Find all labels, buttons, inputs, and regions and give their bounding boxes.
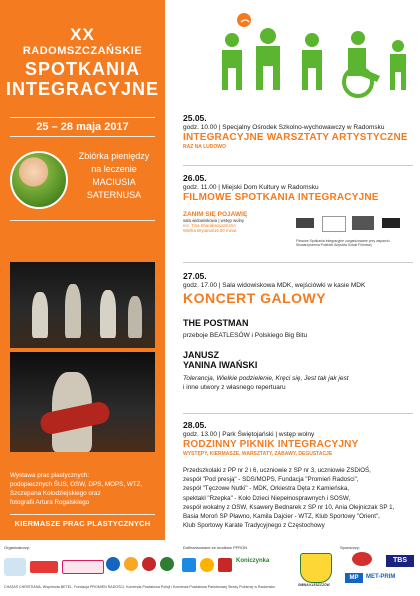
event-dates: 25 – 28 maja 2017 — [36, 121, 129, 133]
band-2 — [183, 350, 413, 393]
divider — [10, 220, 155, 221]
exhibition-info — [10, 471, 160, 508]
partner-logo — [296, 218, 314, 228]
gmina-crest — [300, 553, 332, 583]
event-day-1 — [183, 113, 413, 150]
organizer-logo — [30, 561, 58, 573]
pfron-label: Dofinansowane ze środków PFRON — [183, 545, 248, 550]
title-line-3: SPOTKANIA — [24, 59, 140, 79]
title-line-4: INTEGRACYJNE — [5, 79, 160, 99]
event-time-place: godz. 10.00 | Specjalny Ośrodek Szkolno-wychowawczy w Radomsku — [183, 124, 385, 131]
exhibition-line: fotografii Artura Rogalskiego — [10, 499, 90, 507]
singer-photo — [10, 352, 155, 452]
film-title: ZANIM SIĘ POJAWIĘ — [183, 211, 248, 218]
metprim-logo: MET-PRIM — [366, 574, 396, 580]
performer-line: zespół wokalny z OSW, Ksawery Bednarek z SP nr 10, Ania Olejniczak SP 1, — [183, 503, 395, 511]
organizer-logo — [124, 557, 138, 571]
film-details — [183, 211, 293, 233]
divider — [10, 136, 155, 137]
event-day-4 — [183, 420, 413, 457]
event-date: 28.05. — [183, 420, 207, 430]
organizer-logo — [106, 557, 120, 571]
organizer-logo — [4, 558, 26, 576]
event-separator — [183, 165, 413, 166]
band-photo — [10, 262, 155, 348]
exhibition-line: Wystawa prac plastycznych: — [10, 472, 90, 479]
band-description: przeboje BEATLESÓW i Polskiego Big Bitu — [183, 332, 308, 339]
integration-people-logo — [210, 6, 415, 101]
partner-logo — [352, 216, 374, 230]
event-subtitle: WYSTĘPY, KIERMASZE, WARSZTATY, ZABAWY, DEGUSTACJE — [183, 451, 333, 457]
divider — [10, 514, 155, 515]
title-edition: XX — [70, 25, 95, 44]
sponsor-logo — [352, 552, 372, 566]
film-support-note: Filmowe Spotkania Integracyjne zorganizowane przy wsparciu Stowarzyszenia Polskich Artystów Sztuki Filmowej — [296, 239, 390, 248]
picnic-performers — [183, 466, 413, 530]
performer-line: zespół "Tęczowe Nutki" - MDK, Orkiestra Dęta z Kamieńska, — [183, 485, 350, 493]
event-separator — [183, 413, 413, 414]
event-time-place: godz. 11.00 | Miejski Dom Kultury w Radomsku — [183, 184, 319, 191]
craft-fair-label: KIERMASZE PRAC PLASTYCZNYCH — [14, 519, 151, 528]
sponsor-logo — [218, 558, 232, 572]
poster-title — [0, 26, 165, 98]
band-1 — [183, 318, 413, 340]
fundraiser-text — [70, 150, 158, 202]
footer-partners-text: CHATAS CHRISTIANA, Wspólnota BETEL, Fundacja PROMIEŃ RADOŚCI, Komenda Powiatowa Policji i Komenda Powiatowa Państwowej Straży Pożarnej w Radomsku — [4, 585, 276, 589]
performer-line: Basia Moroń SP Pławno, Kamila Dajcier - WTZ, Klub Sportowy "Orient", — [183, 512, 380, 520]
title-line-2: RADOMSZCZAŃSKIE — [22, 45, 143, 57]
performer-line: spektakl "Rzepka" - Koło Dzieci Niepełnosprawnych i SOSW, — [183, 494, 351, 502]
event-separator — [183, 262, 413, 263]
fundraiser-line: MACIUSIA — [92, 177, 136, 188]
film-venue: sala widowiskowa | wstęp wolny — [183, 218, 245, 223]
event-date: 25.05. — [183, 113, 207, 123]
sponsor-logo — [200, 558, 214, 572]
event-title: INTEGRACYJNE WARSZTATY ARTYSTYCZNE — [183, 132, 408, 143]
child-photo — [10, 151, 68, 209]
event-date: 27.05. — [183, 271, 207, 281]
organizer-logo — [160, 557, 174, 571]
fundraiser-line: SATERNUSA — [86, 190, 142, 201]
band-repertoire: i inne utwory z własnego repertuaru — [183, 384, 286, 392]
event-day-2 — [183, 173, 413, 203]
exhibition-line: podopiecznych ŚUS, OSW, DPS, MOPS, WTZ, — [10, 481, 143, 489]
event-date: 26.05. — [183, 173, 207, 183]
performer-line: Klub Sportowy Karate Tradycyjnego z Częstochowy — [183, 522, 325, 530]
partner-logo — [322, 216, 346, 232]
band-name: YANINA IWAŃSKI — [183, 360, 258, 370]
event-title: KONCERT GALOWY — [183, 290, 327, 306]
gmina-label: GMINA KLESZCZÓW — [298, 583, 330, 587]
organizer-logo — [62, 560, 104, 574]
event-time-place: godz. 17.00 | Sala widowiskowa MDK, wejściówki w kasie MDK — [183, 282, 366, 289]
performer-line: zespół "Pod presją" - SDS/MOPS, Fundacja "Promień Radości", — [183, 476, 359, 484]
event-title: RODZINNY PIKNIK INTEGRACYJNY — [183, 439, 359, 450]
divider — [10, 117, 155, 118]
event-subtitle: RAZ NA LUDOWO — [183, 144, 226, 150]
film-runtime: Wielka Brytania/16:00 minut — [183, 228, 237, 233]
event-day-3 — [183, 271, 413, 306]
partner-logo — [382, 218, 400, 228]
tbs-logo: TBS — [386, 555, 414, 567]
exhibition-line: Szczepana Kołodziejskiego oraz — [10, 490, 101, 498]
koniczynka-logo: Koniczynka — [236, 558, 270, 564]
fundraiser-line: Zbiórka pieniędzy — [78, 151, 150, 161]
event-time-place: godz. 13.00 | Park Świętojański | wstęp wolny — [183, 431, 315, 438]
band-name: THE POSTMAN — [183, 318, 249, 328]
organizers-label: Organizatorzy: — [4, 545, 31, 550]
band-name: JANUSZ — [183, 350, 220, 360]
organizer-logo — [142, 557, 156, 571]
fundraiser-line: na leczenie — [91, 164, 137, 175]
sponsors-label: Sponsorzy: — [340, 545, 361, 550]
performer-line: Przedszkolaki z PP nr 2 i 6, uczniowie z SP nr 3, uczniowie ZSDiOŚ, — [183, 467, 371, 474]
pfron-logo — [182, 558, 196, 572]
band-songs: Tolerancja, Wielkie podzielenie, Kręci się, Jest tak jak jest — [183, 375, 349, 382]
event-title: FILMOWE SPOTKANIA INTEGRACYJNE — [183, 192, 379, 203]
mp-logo: MP — [345, 573, 363, 583]
film-director: reż. Tina Sharakanyan/USA — [183, 223, 237, 228]
